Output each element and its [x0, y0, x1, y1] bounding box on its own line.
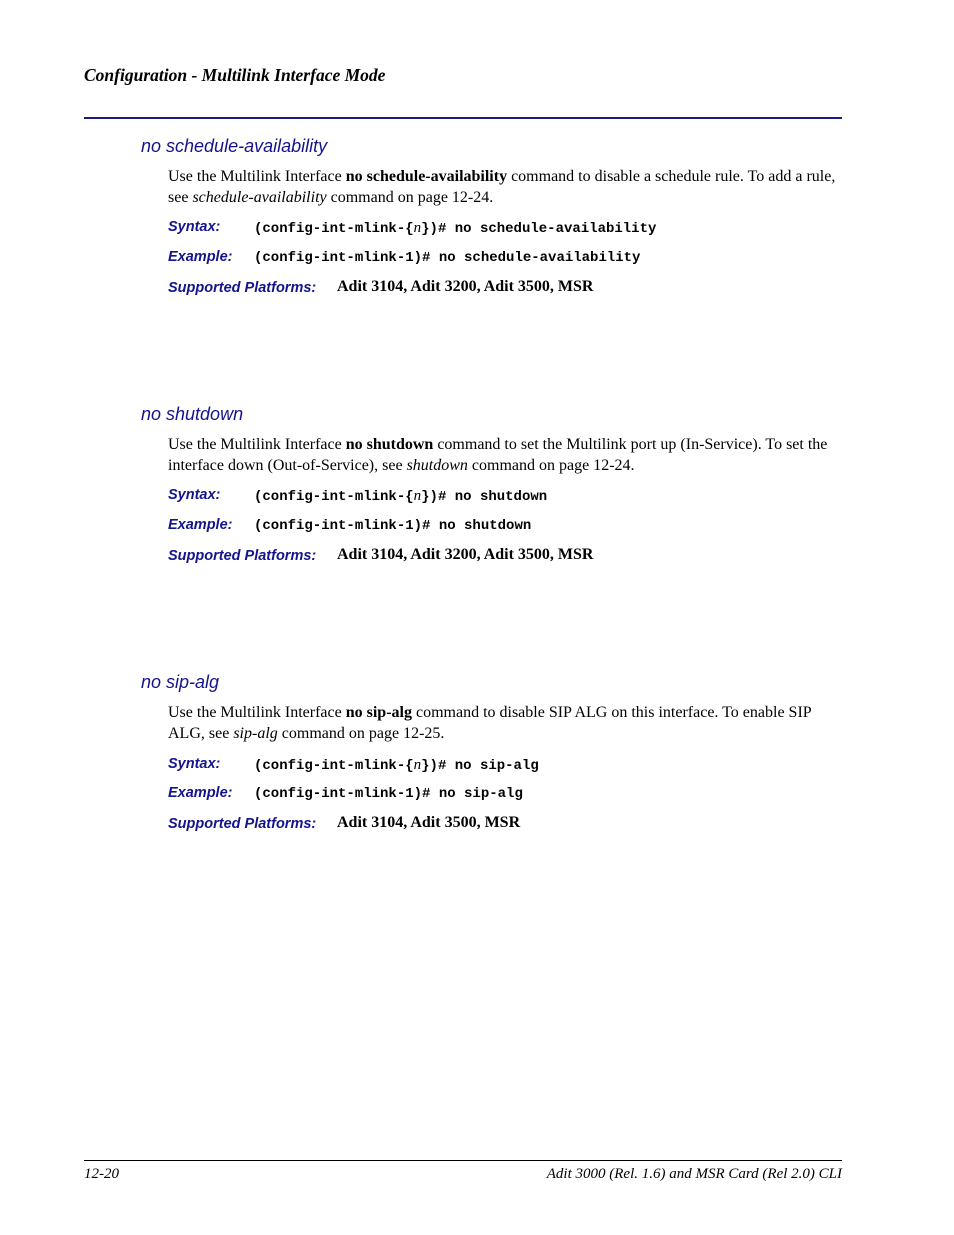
section-description: Use the Multilink Interface no sip-alg command to disable SIP ALG on this interface. To enable SIP ALG, see sip-alg command on page 12-25.	[168, 704, 812, 742]
example-label: Example:	[168, 249, 233, 265]
syntax-code: (config-int-mlink-{n})# no sip-alg	[254, 757, 539, 774]
footer-rule	[84, 1160, 842, 1161]
page-number: 12-20	[84, 1166, 119, 1182]
syntax-label: Syntax:	[168, 219, 221, 235]
section-description: Use the Multilink Interface no schedule-availability command to disable a schedule rule. To add a rule, see schedule-availability command on page 12-24.	[168, 168, 836, 206]
section-title-no-sip-alg: no sip-alg	[141, 672, 220, 692]
platforms-label: Supported Platforms:	[168, 548, 317, 564]
platforms-list: Adit 3104, Adit 3500, MSR	[337, 814, 521, 831]
command-name: no sip-alg	[345, 704, 412, 721]
document-title: Adit 3000 (Rel. 1.6) and MSR Card (Rel 2.0) CLI	[546, 1166, 842, 1182]
section-title-no-shutdown: no shutdown	[141, 404, 244, 424]
syntax-label: Syntax:	[168, 756, 221, 772]
command-reference: sip-alg	[233, 724, 278, 742]
example-code: (config-int-mlink-1)# no schedule-availability	[254, 250, 641, 266]
example-label: Example:	[168, 517, 233, 533]
platforms-label: Supported Platforms:	[168, 816, 317, 832]
header-rule	[84, 117, 842, 119]
running-head: Configuration - Multilink Interface Mode	[84, 65, 386, 85]
syntax-label: Syntax:	[168, 487, 221, 503]
section-title-no-schedule-availability: no schedule-availability	[141, 136, 328, 156]
command-name: no schedule-availability	[345, 168, 508, 185]
command-reference: schedule-availability	[192, 188, 327, 206]
syntax-code: (config-int-mlink-{n})# no schedule-availability	[254, 220, 657, 237]
example-code: (config-int-mlink-1)# no sip-alg	[254, 786, 523, 802]
command-name: no shutdown	[345, 436, 434, 453]
example-code: (config-int-mlink-1)# no shutdown	[254, 518, 532, 534]
syntax-code: (config-int-mlink-{n})# no shutdown	[254, 488, 548, 505]
platforms-label: Supported Platforms:	[168, 280, 317, 296]
section-description: Use the Multilink Interface no shutdown command to set the Multilink port up (In-Service). To set the interface down (Out-of-Service), see shutdown command on page 12-24.	[168, 436, 828, 474]
platforms-list: Adit 3104, Adit 3200, Adit 3500, MSR	[337, 546, 594, 563]
platforms-list: Adit 3104, Adit 3200, Adit 3500, MSR	[337, 278, 594, 295]
command-reference: shutdown	[406, 456, 468, 474]
example-label: Example:	[168, 785, 233, 801]
